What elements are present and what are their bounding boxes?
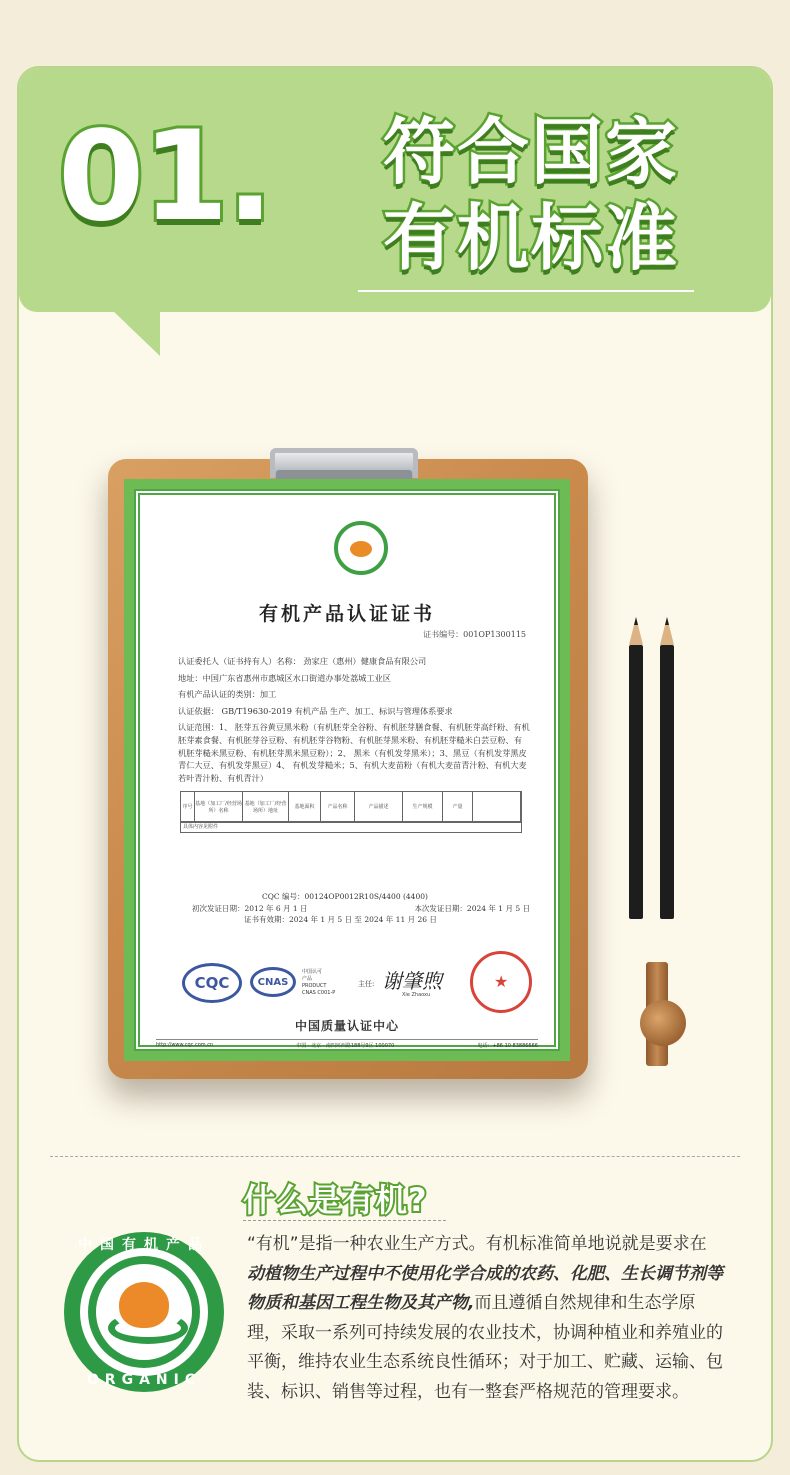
description-start: “有机”是指一种农业生产方式。有机标准简单地说就是要求在 xyxy=(247,1234,707,1254)
signature: 谢肇煦 xyxy=(382,969,442,993)
certificate-scope: 认证范围：1、 胚芽五谷黄豆黑米粉（有机胚芽全谷粉、有机胚芽膳食餐、有机胚芽高纤粉、有机胚芽素食餐、有机胚芽谷豆粉、有机胚芽谷物粉、有机胚芽黑米粉、有机胚芽糙米白芸豆粉、有机胚芽糙米黑豆粉、有机胚芽黑米黑豆粉）；2、 黑米（有机发芽黑米）；3、黑豆（有机发芽黑皮青仁大豆、有机发芽黑豆）4、 有机发芽糙米；5、有机大麦苗粉（有机大麦苗青汁粉、有机大麦若叶青汁粉、有机青汁） xyxy=(178,722,530,783)
validity-period: 证书有效期：2024 年 1 月 5 日 至 2024 年 11 月 26 日 xyxy=(244,915,437,924)
pencil-icon xyxy=(629,645,643,919)
table-header: 产品名称 xyxy=(321,792,355,822)
certificate-table xyxy=(180,791,522,823)
cnas-seal: CNAS xyxy=(250,967,296,997)
table-header: 基地（加工厂/经营场所）名称 xyxy=(195,792,243,822)
certificate-footer xyxy=(156,1039,538,1049)
footer-url: http://www.cqc.com.cn xyxy=(156,1042,214,1048)
issue-dates xyxy=(192,903,530,915)
certificate-basis: 认证依据： GB/T19630-2019 有机产品 生产、加工、标识与管理体系要求 xyxy=(178,705,453,716)
wooden-stamp-knob xyxy=(640,1000,686,1046)
official-red-seal xyxy=(470,951,532,1013)
certificate-body xyxy=(178,655,530,788)
certificate-organic-logo xyxy=(334,521,388,575)
table-header: 序号 xyxy=(181,792,195,822)
first-issue-date: 初次发证日期：2012 年 6 月 1 日 xyxy=(192,903,308,913)
issuer-name: 中国质量认证中心 xyxy=(294,1019,399,1033)
table-header: 基地面积 xyxy=(289,792,321,822)
certificate xyxy=(124,479,570,1061)
table-header: 基地（加工厂/经营场所）地址 xyxy=(243,792,289,822)
section-divider xyxy=(50,1156,740,1157)
organic-logo-cn-text: 中国有机产品 xyxy=(78,1237,210,1253)
signer-label: 主任: xyxy=(358,980,375,988)
table-header: 生产规模 xyxy=(403,792,443,822)
section-title-line1: 符合国家 xyxy=(383,110,680,194)
table-header-blank xyxy=(473,792,521,822)
table-header: 产量 xyxy=(443,792,473,822)
certificate-client: 认证委托人（证书持有人）名称： 劲家庄（惠州）健康食品有限公司 xyxy=(178,656,427,666)
organic-logo xyxy=(64,1232,224,1392)
signer-english-name: Xie Zhaoxu xyxy=(402,992,431,998)
this-issue-date: 本次发证日期：2024 年 1 月 5 日 xyxy=(414,903,530,913)
certificate-title: 有机产品认证证书 xyxy=(258,603,435,625)
certificate-address: 地址：中国广东省惠州市惠城区水口街道办事处荔城工业区 xyxy=(178,672,391,683)
footer-phone: 电话：+86 10 83886666 xyxy=(477,1043,538,1049)
certificate-number: 证书编号：001OP1300115 xyxy=(423,630,526,639)
cqc-seal: CQC xyxy=(182,963,242,1003)
cnas-note: 中国认可 产品 PRODUCT CNAS C001-P xyxy=(302,969,336,996)
pencil-icon xyxy=(660,645,674,919)
organic-logo-en-text: ORGANIC xyxy=(86,1372,202,1388)
cqc-code: CQC 编号：00124OP0012R10S/4400 (4400) xyxy=(262,892,428,901)
certificate-category: 有机产品认证的类别：加工 xyxy=(178,689,277,700)
organic-description xyxy=(247,1230,723,1407)
certificate-paper xyxy=(134,489,560,1051)
footer-address: 中国 · 北京 · 南四环西路188号9区 100070 xyxy=(296,1043,395,1049)
description-emphasis: 动植物生产过程中不使用化学合成的农药、化肥、生长调节剂等物质和基因工程生物及其产物, xyxy=(247,1263,723,1313)
section-number: 01. xyxy=(58,105,272,249)
certificate-table-footer: 具体内容见附件 xyxy=(180,823,522,833)
certificate-codes xyxy=(192,891,530,926)
title-underline xyxy=(358,290,694,292)
description-end: 而且遵循自然规律和生态学原理，采取一系列可持续发展的农业技术，协调种植业和养殖业的平衡，维持农业生态系统良性循环；对于加工、贮藏、运输、包装、标识、销售等过程，也有一整套严格规范的管理要求。 xyxy=(247,1293,723,1402)
title-dashed-rule xyxy=(243,1220,446,1221)
what-is-organic-title: 什么是有机? xyxy=(243,1181,428,1219)
table-header: 产品描述 xyxy=(355,792,403,822)
section-title-line2: 有机标准 xyxy=(383,196,680,280)
